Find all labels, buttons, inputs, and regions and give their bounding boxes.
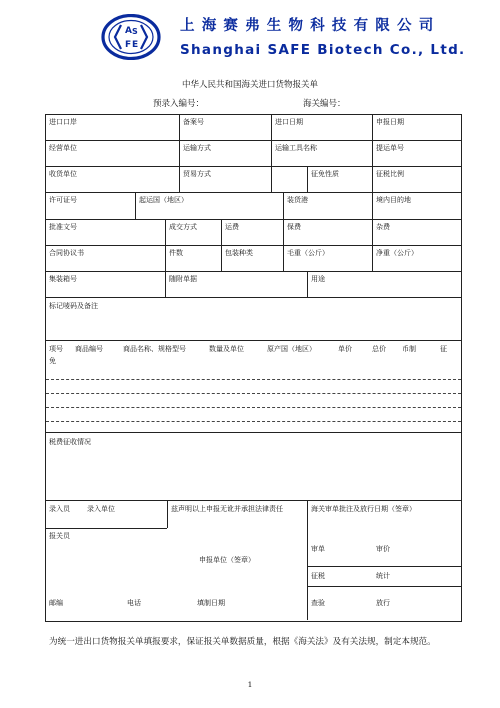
- marks-label: 标记唛码及备注: [49, 302, 98, 310]
- svg-text:F: F: [125, 40, 132, 50]
- operating-unit-label: 经营单位: [49, 144, 77, 152]
- origin-label: 原产国（地区）: [267, 345, 316, 353]
- row-divider: [45, 192, 462, 193]
- gross-weight-label: 毛重（公斤）: [287, 249, 329, 257]
- transport-tool-label: 运输工具名称: [275, 144, 317, 152]
- item-line: [46, 421, 461, 422]
- declarer-label: 报关员: [49, 532, 70, 540]
- row-divider: [307, 586, 462, 587]
- row-divider: [45, 271, 462, 272]
- declaration-statement: 兹声明以上申报无讹并承担法律责任: [171, 505, 283, 513]
- tax-status-label: 税费征收情况: [49, 438, 91, 446]
- col-divider: [165, 219, 166, 297]
- exempt-label-2: 免: [49, 357, 56, 365]
- exempt-label-1: 征: [440, 345, 447, 353]
- declaration-form: [45, 114, 462, 622]
- company-name-en: Shanghai SAFE Biotech Co., Ltd.: [180, 42, 466, 58]
- deal-mode-label: 成交方式: [169, 223, 197, 231]
- row-divider: [45, 219, 462, 220]
- record-no-label: 备案号: [183, 118, 204, 126]
- col-divider: [179, 114, 180, 192]
- row-divider: [45, 340, 462, 341]
- item-line: [46, 393, 461, 394]
- tax-rate-label: 征税比例: [376, 170, 404, 178]
- origin-country-label: 起运国（地区）: [139, 196, 188, 204]
- documents-label: 随附单据: [169, 275, 197, 283]
- row-divider: [45, 245, 462, 246]
- col-divider: [307, 166, 308, 192]
- pre-entry-number-label: 预录入编号：: [153, 99, 205, 109]
- letterhead: [0, 0, 500, 66]
- total-price-label: 总价: [372, 345, 386, 353]
- currency-label: 币制: [402, 345, 416, 353]
- approval-no-label: 批准文号: [49, 223, 77, 231]
- row-divider: [45, 500, 462, 501]
- levy-label: 征税: [311, 572, 325, 580]
- usage-label: 用途: [311, 275, 325, 283]
- col-divider: [307, 271, 308, 297]
- net-weight-label: 净重（公斤）: [376, 249, 418, 257]
- row-divider: [307, 566, 462, 567]
- entry-unit-label: 录入单位: [87, 505, 115, 513]
- form-title: 中华人民共和国海关进口货物报关单: [181, 80, 318, 90]
- row-divider: [45, 297, 462, 298]
- item-line: [46, 379, 461, 380]
- freight-label: 运费: [225, 223, 239, 231]
- consignee-unit-label: 收货单位: [49, 170, 77, 178]
- declare-date-label: 申报日期: [376, 118, 404, 126]
- misc-fee-label: 杂费: [376, 223, 390, 231]
- col-divider: [271, 114, 272, 192]
- col-divider: [167, 500, 168, 528]
- col-divider: [283, 219, 284, 271]
- license-no-label: 许可证号: [49, 196, 77, 204]
- statistics-label: 统计: [376, 572, 390, 580]
- container-no-label: 集装箱号: [49, 275, 77, 283]
- footer-note: 为统一进出口货物报关单填报要求，保证报关单数据质量，根据《海关法》及有关法规，制定本规范。: [49, 637, 436, 647]
- pricing-label: 审价: [376, 545, 390, 553]
- customs-number-label: 海关编号：: [303, 99, 346, 109]
- declare-unit-label: 申报单位（签章）: [199, 556, 255, 564]
- pieces-label: 件数: [169, 249, 183, 257]
- safe-circle-logo-icon: [101, 14, 161, 60]
- exemption-nature-label: 征免性质: [311, 170, 339, 178]
- customs-approval-label: 海关审单批注及放行日期（签章）: [311, 505, 416, 513]
- release-label: 放行: [376, 599, 390, 607]
- col-divider: [307, 500, 308, 620]
- svg-text:S: S: [132, 27, 138, 36]
- row-divider: [45, 166, 462, 167]
- svg-text:A: A: [125, 26, 132, 36]
- postcode-label: 邮编: [49, 599, 63, 607]
- insurance-label: 保费: [287, 223, 301, 231]
- import-date-label: 进口日期: [275, 118, 303, 126]
- col-divider: [283, 192, 284, 219]
- col-divider: [372, 219, 373, 271]
- goods-no-label: 商品编号: [75, 345, 103, 353]
- item-no-label: 项号: [49, 345, 63, 353]
- svg-text:E: E: [132, 40, 139, 50]
- goods-name-label: 商品名称、规格型号: [123, 345, 186, 353]
- fill-date-label: 填制日期: [197, 599, 225, 607]
- loading-port-label: 装货港: [287, 196, 308, 204]
- qty-unit-label: 数量及单位: [209, 345, 244, 353]
- entry-clerk-label: 录入员: [49, 505, 70, 513]
- bill-no-label: 提运单号: [376, 144, 404, 152]
- row-divider: [45, 140, 462, 141]
- col-divider: [221, 219, 222, 271]
- row-divider: [45, 432, 462, 433]
- trade-mode-label: 贸易方式: [183, 170, 211, 178]
- col-divider: [372, 114, 373, 219]
- phone-label: 电话: [127, 599, 141, 607]
- col-divider: [135, 192, 136, 219]
- row-divider: [45, 528, 167, 529]
- inspection-label: 查验: [311, 599, 325, 607]
- destination-label: 境内目的地: [376, 196, 411, 204]
- import-port-label: 进口口岸: [49, 118, 77, 126]
- transport-mode-label: 运输方式: [183, 144, 211, 152]
- item-line: [46, 407, 461, 408]
- company-name-cn: 上海赛弗生物科技有限公司: [180, 18, 441, 34]
- form-frame: [45, 114, 462, 622]
- contract-no-label: 合同协议书: [49, 249, 84, 257]
- review-label: 审单: [311, 545, 325, 553]
- unit-price-label: 单价: [338, 345, 352, 353]
- page-number: 1: [247, 680, 253, 689]
- package-type-label: 包装种类: [225, 249, 253, 257]
